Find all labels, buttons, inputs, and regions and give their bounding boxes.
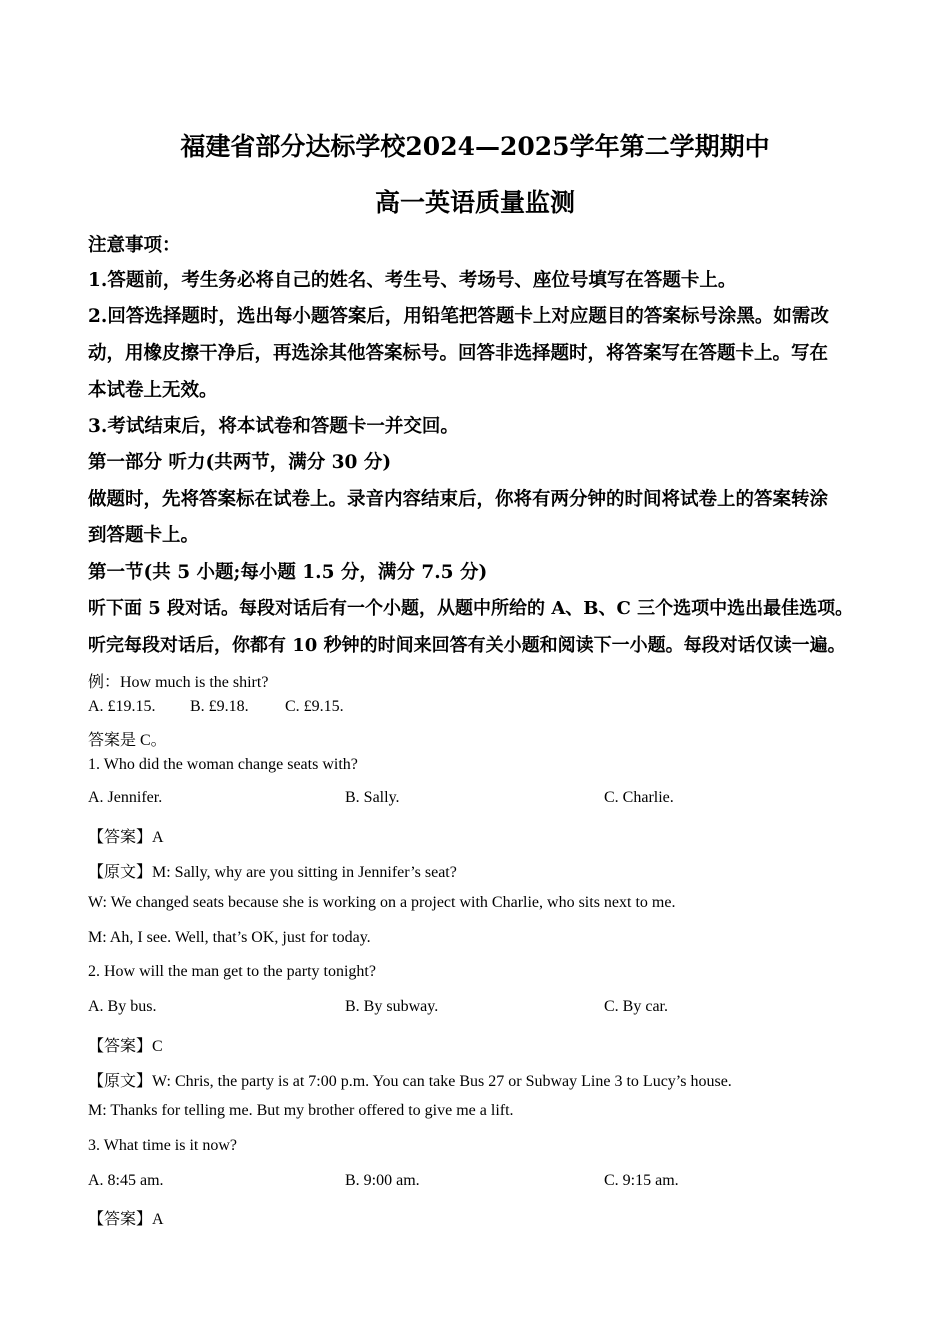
section1-intro-line-2: 听完每段对话后，你都有 10 秒钟的时间来回答有关小题和阅读下一小题。每段对话仅读一遍。 [88,635,846,656]
question-1-transcript-line-3: M: Ah, I see. Well, that’s OK, just for today. [88,929,371,946]
question-1-stem: 1. Who did the woman change seats with? [88,756,358,773]
question-3-option-b: B. 9:00 am. [345,1172,420,1189]
question-2-transcript-line-1: 【原文】W: Chris, the party is at 7:00 p.m. You can take Bus 27 or Subway Line 3 to Lucy’s house. [88,1073,732,1090]
question-2-option-c: C. By car. [604,998,668,1015]
question-3-answer: 【答案】A [88,1211,164,1228]
question-1-option-c: C. Charlie. [604,789,674,806]
question-3-options [88,1172,888,1194]
notice-heading: 注意事项： [88,235,181,256]
notice-item-3: 3.考试结束后，将本试卷和答题卡一并交回。 [88,416,459,437]
question-1-option-b: B. Sally. [345,789,400,806]
example-options [88,698,888,720]
question-2-options [88,998,888,1020]
example-option-c: C. £9.15. [285,698,344,715]
question-3-option-c: C. 9:15 am. [604,1172,679,1189]
question-2-transcript-line-2: M: Thanks for telling me. But my brother offered to give me a lift. [88,1102,514,1119]
part1-intro-line-2: 到答题卡上。 [88,525,200,546]
part1-heading: 第一部分 听力(共两节，满分 30 分) [88,452,392,473]
question-1-transcript-line-1: 【原文】M: Sally, why are you sitting in Jennifer’s seat? [88,864,457,881]
question-1-transcript-line-2: W: We changed seats because she is working on a project with Charlie, who sits next to me. [88,894,676,911]
question-3-stem: 3. What time is it now? [88,1137,238,1154]
question-2-option-b: B. By subway. [345,998,439,1015]
notice-item-2-line-3: 本试卷上无效。 [88,380,218,401]
exam-title: 福建省部分达标学校2024—2025学年第二学期期中 [180,132,770,161]
example-option-a: A. £19.15. [88,698,156,715]
example-question: 例：How much is the shirt? [88,674,269,691]
question-1-option-a: A. Jennifer. [88,789,163,806]
section1-heading: 第一节(共 5 小题;每小题 1.5 分，满分 7.5 分) [88,562,488,583]
question-2-answer: 【答案】C [88,1038,163,1055]
example-option-b: B. £9.18. [190,698,249,715]
section1-intro-line-1: 听下面 5 段对话。每段对话后有一个小题，从题中所给的 A、B、C 三个选项中选出最佳选项。 [88,598,854,619]
part1-intro-line-1: 做题时，先将答案标在试卷上。录音内容结束后，你将有两分钟的时间将试卷上的答案转涂 [88,489,829,510]
question-1-answer: 【答案】A [88,829,164,846]
notice-item-2-line-2: 动，用橡皮擦干净后，再选涂其他答案标号。回答非选择题时，将答案写在答题卡上。写在 [88,343,829,364]
question-2-stem: 2. How will the man get to the party tonight? [88,963,376,980]
question-1-options [88,789,888,811]
notice-item-1: 1.答题前，考生务必将自己的姓名、考生号、考场号、座位号填写在答题卡上。 [88,270,737,291]
question-2-option-a: A. By bus. [88,998,157,1015]
example-answer: 答案是 C。 [88,732,167,749]
notice-item-2-line-1: 2.回答选择题时，选出每小题答案后，用铅笔把答题卡上对应题目的答案标号涂黑。如需改 [88,306,829,327]
exam-subtitle: 高一英语质量监测 [374,188,575,217]
question-3-option-a: A. 8:45 am. [88,1172,164,1189]
